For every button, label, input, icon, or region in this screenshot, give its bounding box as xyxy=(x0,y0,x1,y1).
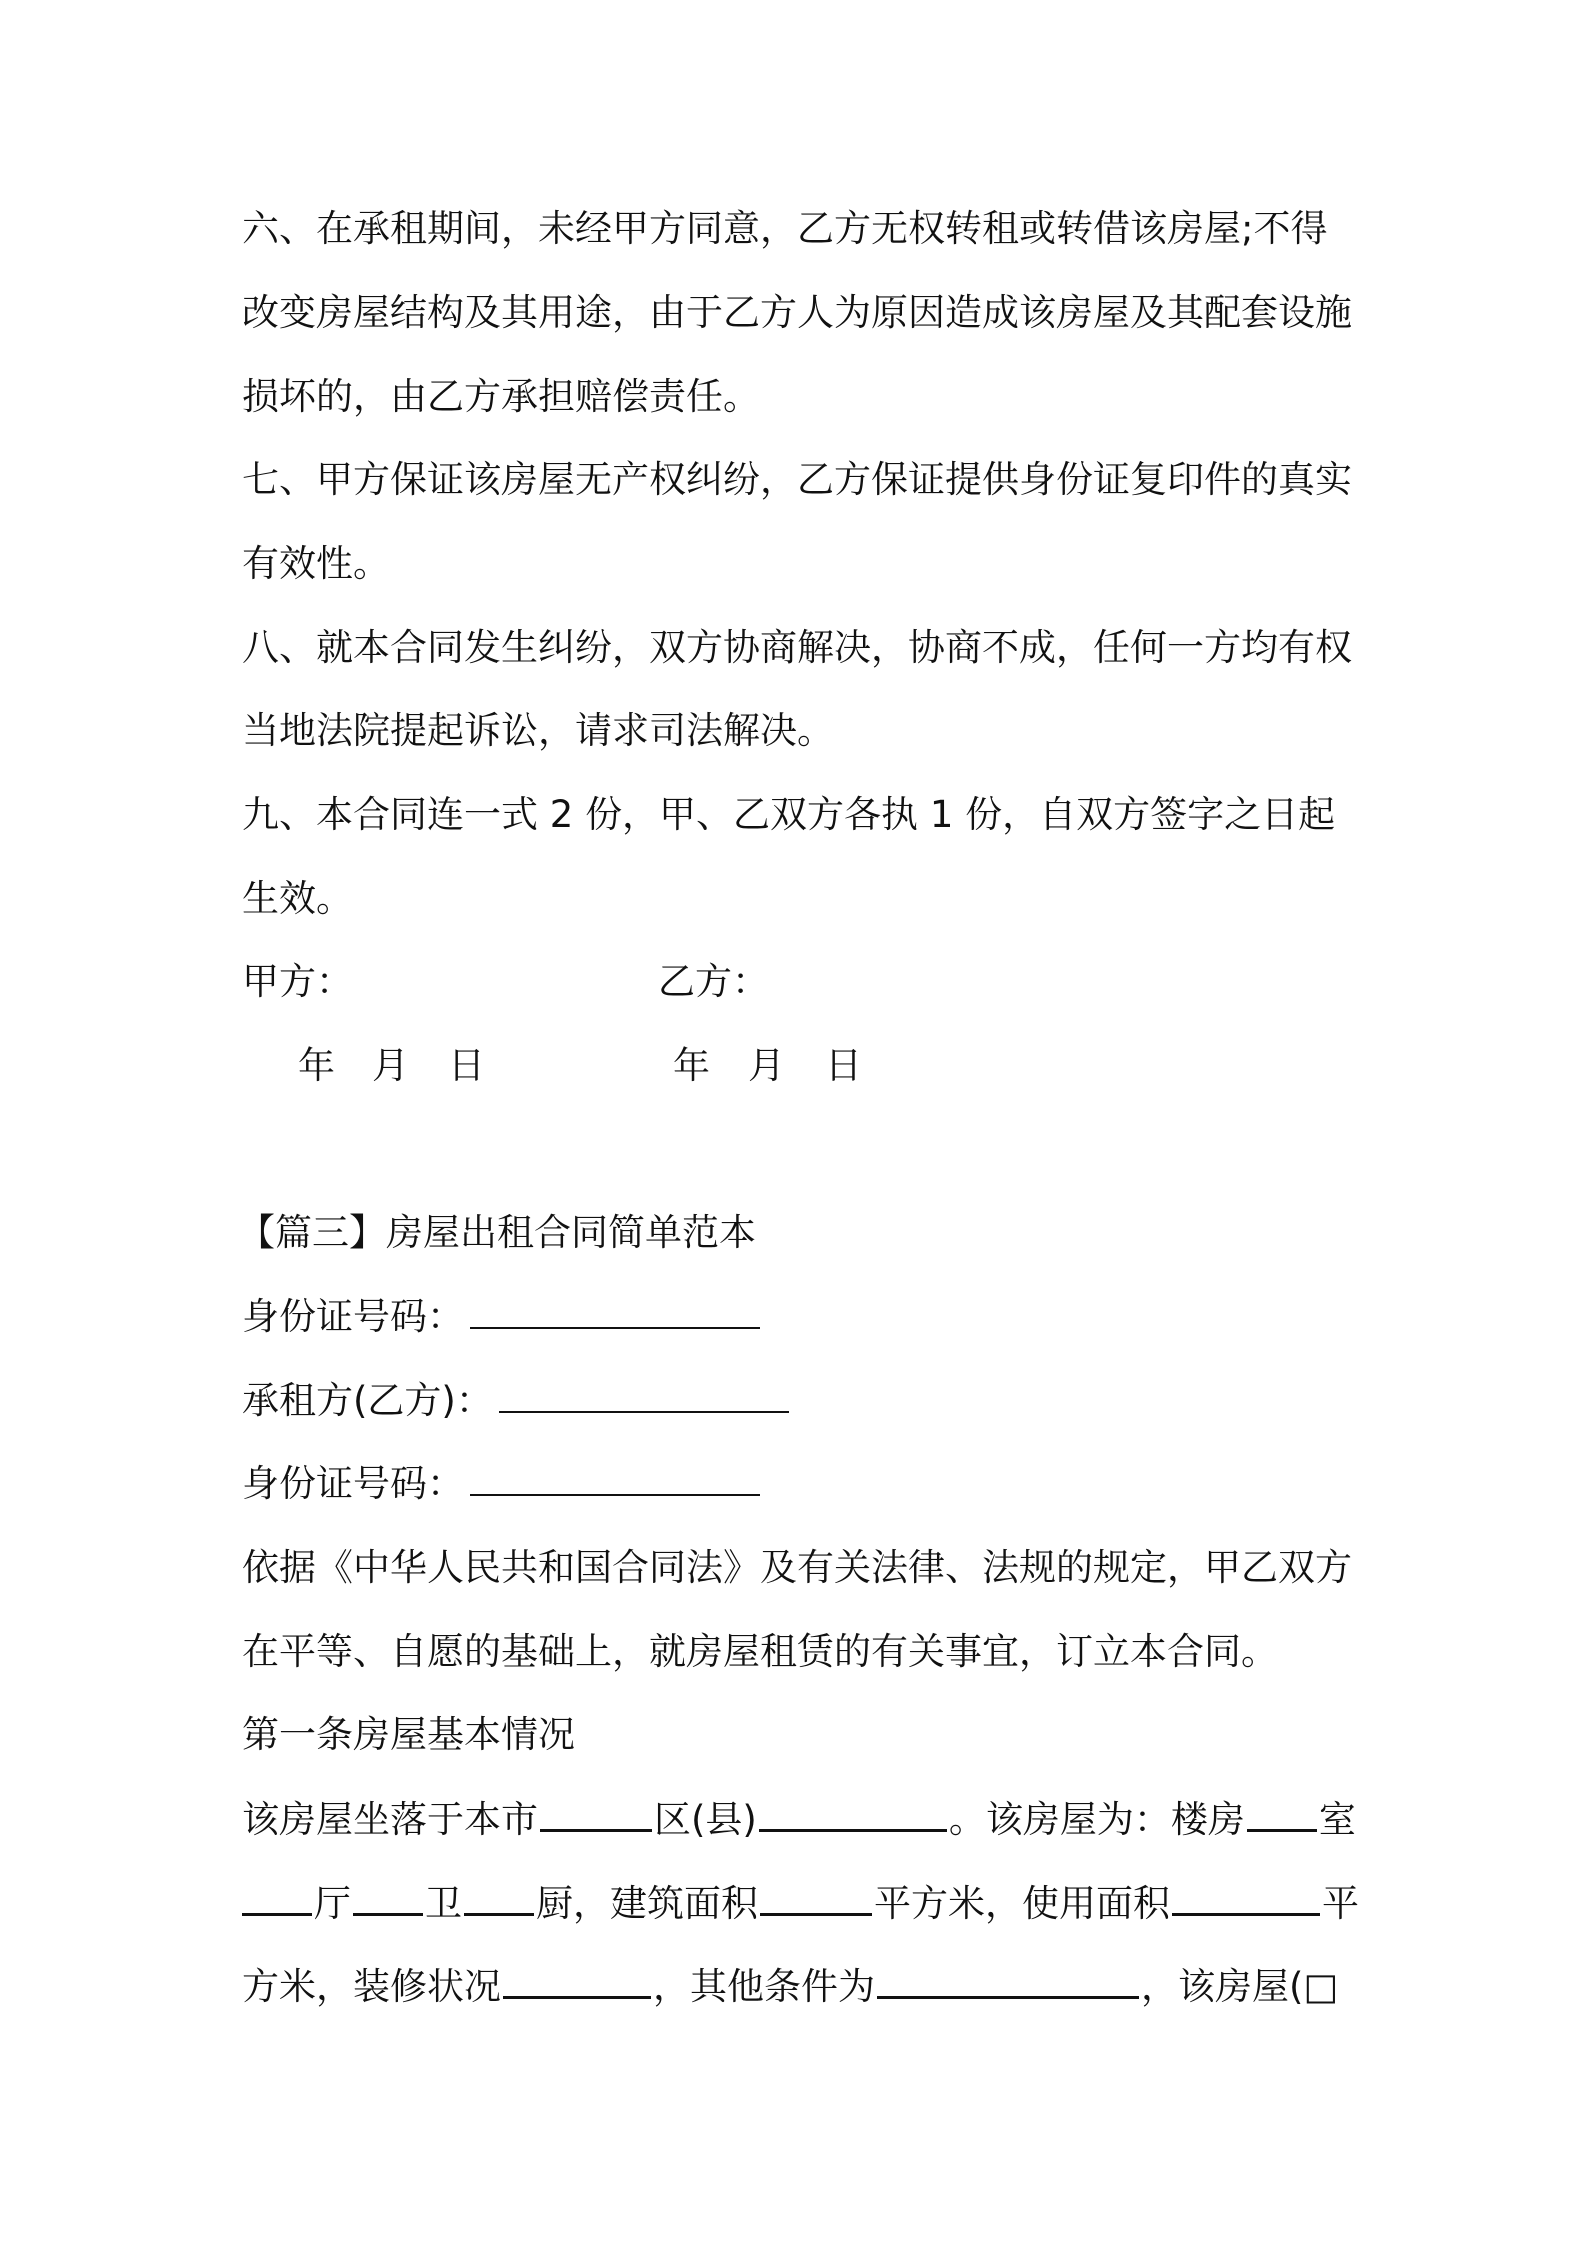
date-a-day: 日 xyxy=(448,1044,485,1087)
article-1-line-2 xyxy=(242,1879,1359,1928)
date-a-year: 年 xyxy=(298,1044,335,1087)
text-segment: 方米，装修状况 xyxy=(242,1965,501,2008)
id-label-2: 身份证号码： xyxy=(242,1462,464,1505)
text-segment: 卫 xyxy=(425,1882,462,1925)
text-segment: 平 xyxy=(1322,1882,1359,1925)
clause-6-line-3: 损坏的，由乙方承担赔偿责任。 xyxy=(242,375,760,418)
date-a-month: 月 xyxy=(372,1044,409,1087)
text-segment: 厅 xyxy=(314,1882,351,1925)
id-number-row-2 xyxy=(242,1460,760,1508)
other-conditions-blank xyxy=(877,1962,1139,1999)
article-1-line-1 xyxy=(242,1795,1356,1844)
tenant-blank xyxy=(499,1377,789,1413)
intro-line-1: 依据《中华人民共和国合同法》及有关法律、法规的规定，甲乙双方 xyxy=(242,1546,1352,1589)
usable-area-blank xyxy=(1172,1879,1320,1916)
signature-party-b: 乙方： xyxy=(658,960,769,1003)
date-b-year: 年 xyxy=(673,1044,710,1087)
date-b-month: 月 xyxy=(748,1044,785,1087)
clause-6-line-1: 六、在承租期间，未经甲方同意，乙方无权转租或转借该房屋;不得 xyxy=(242,207,1328,250)
kitchen-count-blank xyxy=(464,1879,534,1916)
signature-party-a: 甲方： xyxy=(242,960,353,1003)
id-label-1: 身份证号码： xyxy=(242,1295,464,1338)
clause-9-line-2: 生效。 xyxy=(242,877,353,920)
clause-7-line-1: 七、甲方保证该房屋无产权纠纷，乙方保证提供身份证复印件的真实 xyxy=(242,458,1352,501)
text-segment: 室 xyxy=(1318,1798,1356,1841)
text-segment: 该房屋坐落于本市 xyxy=(242,1798,538,1841)
article-1-title: 第一条房屋基本情况 xyxy=(242,1713,575,1756)
tenant-row xyxy=(242,1377,789,1425)
bath-count-blank xyxy=(353,1879,423,1916)
article-1-line-3 xyxy=(242,1962,1338,2011)
clause-7-line-2: 有效性。 xyxy=(242,542,390,585)
clause-8-line-2: 当地法院提起诉讼，请求司法解决。 xyxy=(242,709,834,752)
text-segment: ，其他条件为 xyxy=(653,1965,875,2008)
text-segment: 平方米，使用面积 xyxy=(874,1882,1170,1925)
clause-8-line-1: 八、就本合同发生纠纷，双方协商解决，协商不成，任何一方均有权 xyxy=(242,626,1352,669)
text-segment: ，该房屋(□ xyxy=(1141,1965,1339,2008)
text-segment: 区(县) xyxy=(654,1798,757,1841)
id-number-row-1 xyxy=(242,1293,760,1341)
building-area-blank xyxy=(760,1879,872,1916)
id-number-blank-2 xyxy=(470,1460,760,1496)
date-b-day: 日 xyxy=(825,1044,862,1087)
tenant-label: 承租方(乙方)： xyxy=(242,1379,493,1422)
room-count-blank xyxy=(1247,1795,1317,1832)
clause-6-line-2: 改变房屋结构及其用途，由于乙方人为原因造成该房屋及其配套设施 xyxy=(242,291,1352,334)
decoration-blank xyxy=(503,1962,651,1999)
clause-9-line-1: 九、本合同连一式 2 份，甲、乙双方各执 1 份，自双方签字之日起 xyxy=(242,793,1336,836)
section-3-title: 【篇三】房屋出租合同简单范本 xyxy=(238,1211,756,1254)
county-blank xyxy=(759,1795,947,1832)
text-segment: 厨，建筑面积 xyxy=(536,1882,758,1925)
text-segment: 。该房屋为：楼房 xyxy=(948,1798,1245,1841)
hall-count-blank xyxy=(242,1879,312,1916)
district-blank xyxy=(540,1795,652,1832)
intro-line-2: 在平等、自愿的基础上，就房屋租赁的有关事宜，订立本合同。 xyxy=(242,1630,1278,1673)
id-number-blank-1 xyxy=(470,1293,760,1329)
